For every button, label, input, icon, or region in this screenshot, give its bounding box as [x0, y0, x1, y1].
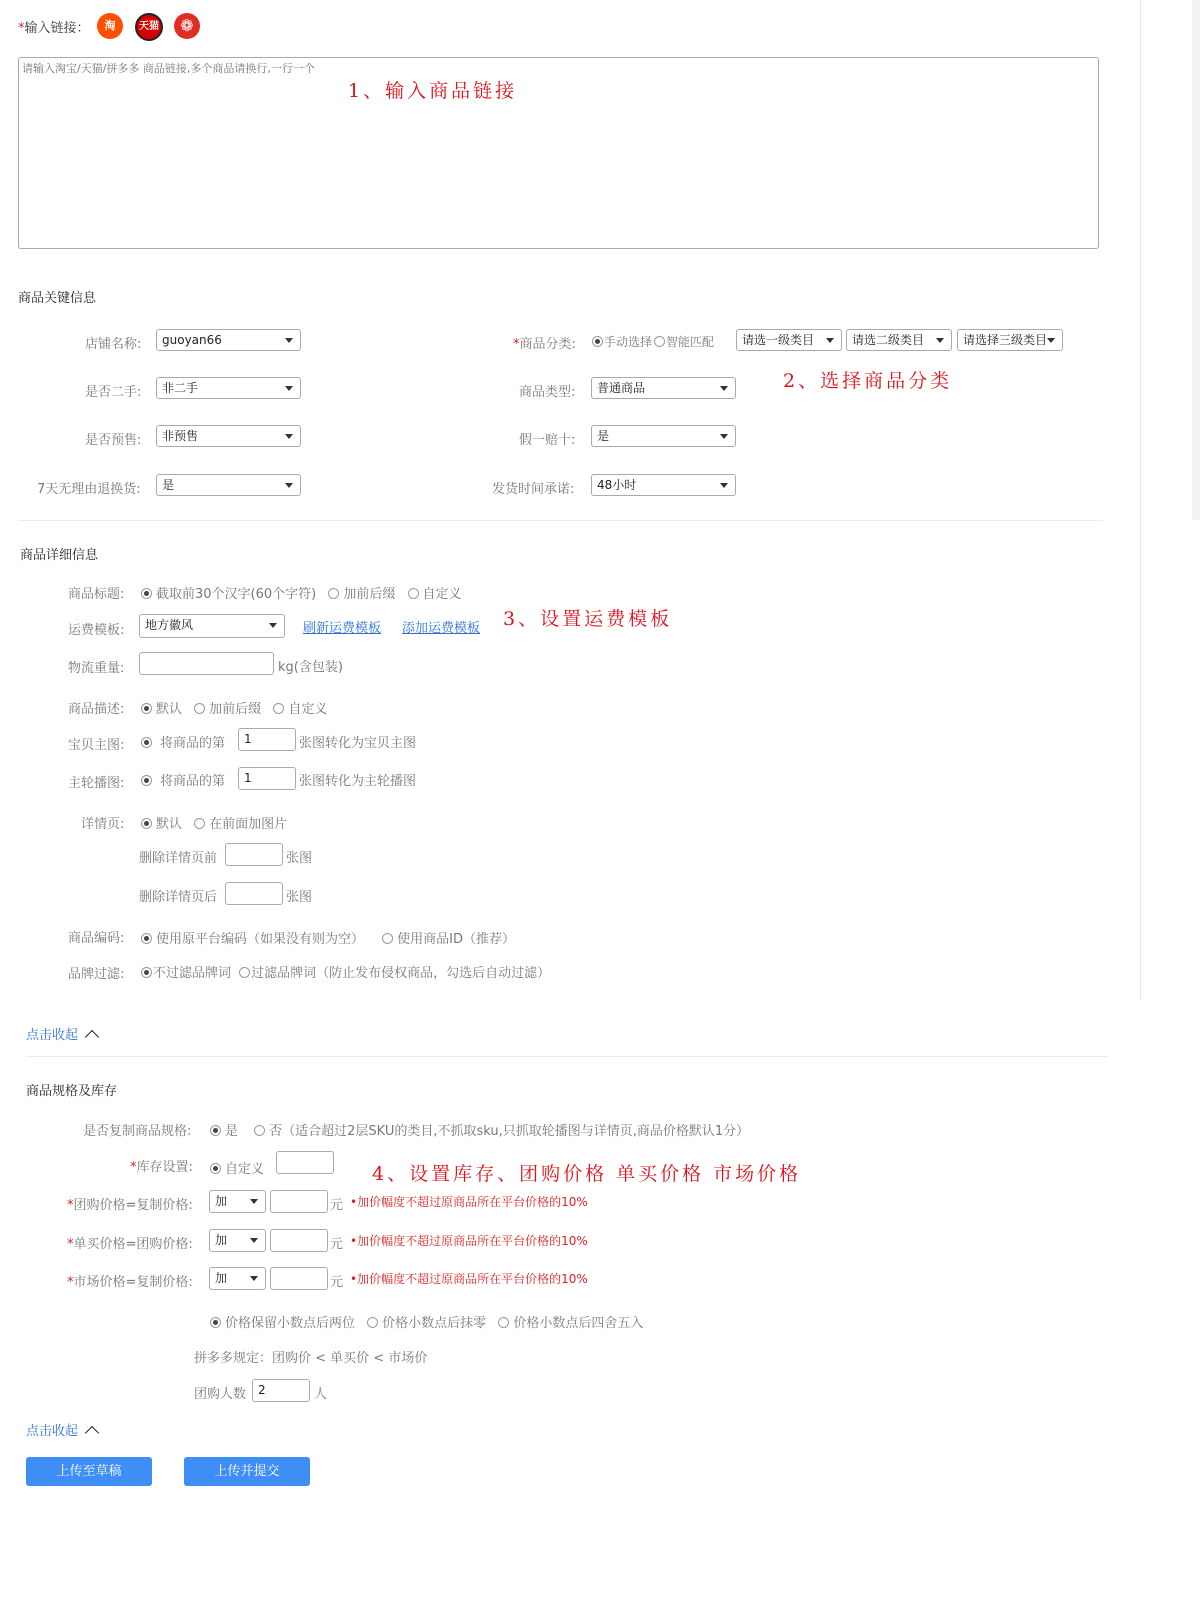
- divider: [18, 520, 1103, 521]
- return-select[interactable]: 是: [156, 474, 301, 496]
- ship-select[interactable]: 48小时: [591, 474, 736, 496]
- title-label: 商品标题:: [68, 587, 125, 602]
- code-options: 使用原平台编码（如果没有则为空） 使用商品ID（推荐）: [141, 928, 523, 947]
- upload-submit-button[interactable]: 上传并提交: [184, 1457, 310, 1486]
- caret-down-icon: [826, 338, 834, 343]
- market-price-label: *市场价格=复制价格:: [67, 1275, 193, 1290]
- group-price-op-select[interactable]: 加: [209, 1190, 266, 1213]
- caret-down-icon: [250, 1238, 258, 1243]
- caret-down-icon: [285, 434, 293, 439]
- detail-opt2-radio[interactable]: [194, 818, 205, 829]
- stock-custom-radio[interactable]: [210, 1163, 221, 1174]
- annotation-4: 4、设置库存、团购价格 单买价格 市场价格: [372, 1163, 802, 1185]
- desc-opt3-radio[interactable]: [273, 703, 284, 714]
- link-label-row: *输入链接：: [18, 21, 90, 36]
- freight-select[interactable]: 地方徽风: [139, 614, 285, 638]
- link-label: 输入链接：: [24, 21, 90, 36]
- annotation-1: 1、输入商品链接: [348, 80, 518, 102]
- single-price-warning: •加价幅度不超过原商品所在平台价格的10%: [350, 1234, 588, 1248]
- stock-input[interactable]: [276, 1151, 334, 1174]
- caret-down-icon: [269, 623, 277, 628]
- taobao-logo-icon[interactable]: 淘: [97, 13, 123, 39]
- category-mode-group: 手动选择 智能匹配: [592, 333, 722, 350]
- fake-select[interactable]: 是: [591, 425, 736, 447]
- rounding-options: 价格保留小数点后两位 价格小数点后抹零 价格小数点后四舍五入: [210, 1312, 651, 1331]
- brand-opt1-radio[interactable]: [141, 967, 152, 978]
- code-label: 商品编码:: [68, 931, 125, 946]
- carousel-radio[interactable]: [141, 775, 152, 786]
- main-img-row: 将商品的第: [141, 732, 233, 751]
- code-opt1-radio[interactable]: [141, 933, 152, 944]
- chevron-up-icon: [85, 1426, 99, 1440]
- category-level3-select[interactable]: 请选择三级类目: [957, 329, 1063, 351]
- stock-label: *库存设置:: [130, 1160, 193, 1175]
- category-manual-radio[interactable]: [592, 336, 603, 347]
- category-level1-select[interactable]: 请选一级类目: [736, 329, 842, 351]
- caret-down-icon: [250, 1276, 258, 1281]
- upload-draft-button[interactable]: 上传至草稿: [26, 1457, 152, 1486]
- chevron-up-icon: [85, 1030, 99, 1044]
- caret-down-icon: [936, 338, 944, 343]
- type-label: 商品类型:: [519, 385, 576, 400]
- spec-collapse-toggle[interactable]: 点击收起: [26, 1420, 97, 1439]
- group-price-warning: •加价幅度不超过原商品所在平台价格的10%: [350, 1195, 588, 1209]
- group-count-input[interactable]: 2: [252, 1379, 310, 1402]
- single-price-unit: 元: [330, 1237, 344, 1252]
- return-label: 7天无理由退换货:: [37, 482, 141, 497]
- main-img-radio[interactable]: [141, 737, 152, 748]
- category-smart-radio[interactable]: [654, 336, 665, 347]
- caret-down-icon: [720, 483, 728, 488]
- secondhand-label: 是否二手:: [85, 385, 142, 400]
- round-opt2-radio[interactable]: [367, 1317, 378, 1328]
- carousel-post: 张图转化为主轮播图: [299, 774, 417, 789]
- main-img-post: 张图转化为宝贝主图: [299, 736, 417, 751]
- title-opt1-radio[interactable]: [141, 588, 152, 599]
- brand-label: 品牌过滤:: [68, 967, 125, 982]
- market-price-input[interactable]: [270, 1267, 328, 1290]
- title-opt2-radio[interactable]: [328, 588, 339, 599]
- tmall-logo-icon[interactable]: 天猫: [135, 13, 163, 41]
- secondhand-select[interactable]: 非二手: [156, 377, 301, 399]
- shop-label: 店铺名称:: [85, 337, 142, 352]
- single-price-input[interactable]: [270, 1229, 328, 1252]
- main-img-label: 宝贝主图:: [68, 738, 125, 753]
- single-price-label: *单买价格=团购价格:: [67, 1237, 193, 1252]
- carousel-row: 将商品的第: [141, 770, 233, 789]
- weight-label: 物流重量:: [68, 661, 125, 676]
- detail-options: 默认 在前面加图片: [141, 813, 295, 832]
- annotation-2: 2、选择商品分类: [783, 370, 953, 392]
- link-textarea-placeholder: 请输入淘宝/天猫/拼多多 商品链接,多个商品请换行,一行一个: [22, 62, 315, 75]
- caret-down-icon: [1047, 338, 1055, 343]
- brand-opt2-radio[interactable]: [239, 967, 250, 978]
- presale-select[interactable]: 非预售: [156, 425, 301, 447]
- del-back-unit: 张图: [286, 890, 313, 905]
- pdd-price-rule: 拼多多规定：团购价 < 单买价 < 市场价: [194, 1351, 428, 1366]
- group-price-input[interactable]: [270, 1190, 328, 1213]
- copy-no-radio[interactable]: [254, 1125, 265, 1136]
- group-count-label: 团购人数: [194, 1387, 247, 1402]
- brand-options: 不过滤品牌词 过滤品牌词（防止发布侵权商品，勾选后自动过滤）: [141, 962, 558, 981]
- detail-opt1-radio[interactable]: [141, 818, 152, 829]
- detail-info-title: 商品详细信息: [20, 548, 99, 563]
- shop-select[interactable]: guoyan66: [156, 329, 301, 351]
- del-front-label: 删除详情页前: [139, 851, 218, 866]
- del-front-unit: 张图: [286, 851, 313, 866]
- ship-label: 发货时间承诺:: [492, 482, 575, 497]
- caret-down-icon: [250, 1199, 258, 1204]
- fake-label: 假一赔十:: [519, 433, 576, 448]
- caret-down-icon: [720, 386, 728, 391]
- single-price-op-select[interactable]: 加: [209, 1229, 266, 1252]
- add-freight-link[interactable]: 添加运费模板: [402, 621, 481, 636]
- caret-down-icon: [285, 386, 293, 391]
- freight-label: 运费模板:: [68, 623, 125, 638]
- carousel-label: 主轮播图:: [68, 776, 125, 791]
- desc-opt1-radio[interactable]: [141, 703, 152, 714]
- category-label: *商品分类:: [513, 337, 576, 352]
- group-price-unit: 元: [330, 1198, 344, 1213]
- stock-options: 自定义: [210, 1158, 272, 1177]
- copy-spec-options: 是 否（适合超过2层SKU的类目,不抓取sku,只抓取轮播图与详情页,商品价格默认1分）: [210, 1120, 757, 1139]
- type-select[interactable]: 普通商品: [591, 377, 736, 399]
- spec-info-title: 商品规格及库存: [26, 1084, 118, 1099]
- desc-opt2-radio[interactable]: [194, 703, 205, 714]
- group-price-label: *团购价格=复制价格:: [67, 1198, 193, 1213]
- refresh-freight-link[interactable]: 刷新运费模板: [303, 621, 382, 636]
- market-price-unit: 元: [330, 1275, 344, 1290]
- detail-collapse-toggle[interactable]: 点击收起: [26, 1024, 97, 1043]
- title-opt3-radio[interactable]: [408, 588, 419, 599]
- link-textarea[interactable]: [18, 57, 1099, 249]
- del-front-input[interactable]: [225, 843, 283, 866]
- code-opt2-radio[interactable]: [382, 933, 393, 944]
- carousel-input[interactable]: 1: [238, 767, 296, 790]
- desc-label: 商品描述:: [68, 702, 125, 717]
- copy-yes-radio[interactable]: [210, 1125, 221, 1136]
- round-opt3-radio[interactable]: [498, 1317, 509, 1328]
- presale-label: 是否预售:: [85, 433, 142, 448]
- market-price-warning: •加价幅度不超过原商品所在平台价格的10%: [350, 1272, 588, 1286]
- title-options: 截取前30个汉字(60个字符) 加前后缀 自定义: [141, 583, 470, 602]
- group-count-unit: 人: [314, 1387, 328, 1402]
- caret-down-icon: [720, 434, 728, 439]
- divider: [1140, 0, 1141, 1000]
- caret-down-icon: [285, 338, 293, 343]
- desc-options: 默认 加前后缀 自定义: [141, 698, 335, 717]
- del-back-label: 删除详情页后: [139, 890, 218, 905]
- divider: [26, 1056, 1108, 1057]
- del-back-input[interactable]: [225, 882, 283, 905]
- copy-spec-label: 是否复制商品规格:: [83, 1124, 192, 1139]
- round-opt1-radio[interactable]: [210, 1317, 221, 1328]
- pinduoduo-logo-icon[interactable]: ❁: [174, 13, 200, 39]
- category-level2-select[interactable]: 请选二级类目: [846, 329, 952, 351]
- main-img-input[interactable]: 1: [238, 728, 296, 751]
- weight-unit: kg(含包装): [278, 660, 343, 675]
- key-info-title: 商品关键信息: [18, 291, 97, 306]
- detail-page-label: 详情页:: [81, 817, 125, 832]
- weight-input[interactable]: [139, 652, 274, 675]
- annotation-3: 3、设置运费模板: [503, 608, 673, 630]
- market-price-op-select[interactable]: 加: [209, 1267, 266, 1290]
- caret-down-icon: [285, 483, 293, 488]
- scrollbar[interactable]: [1192, 0, 1200, 520]
